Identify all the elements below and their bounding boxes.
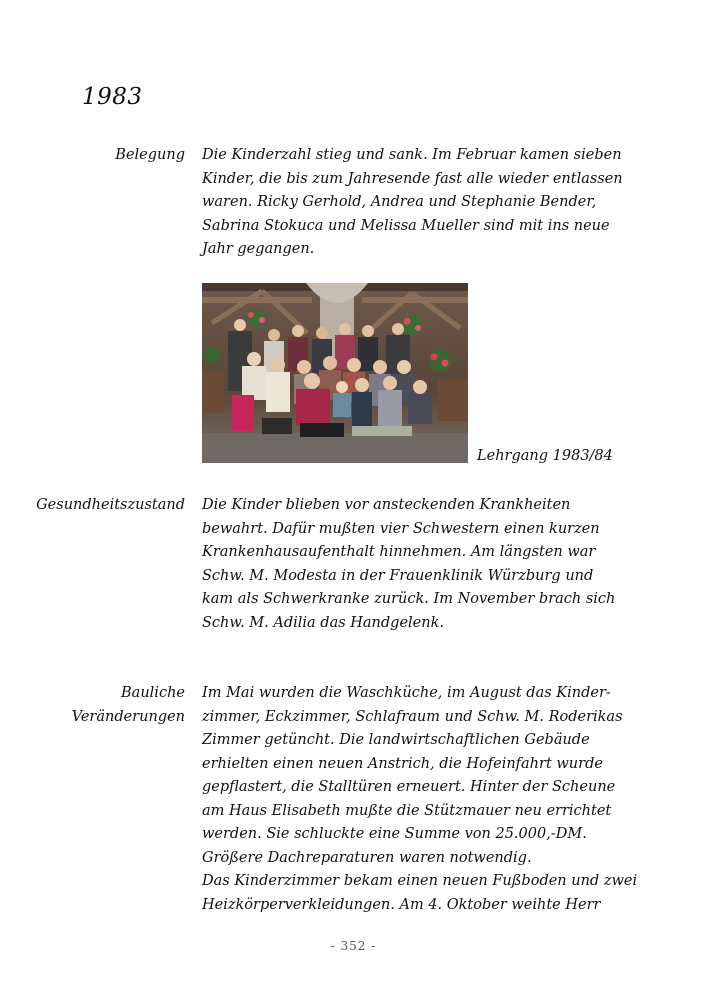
label-line: Bauliche bbox=[121, 685, 185, 701]
text-bauliche-veraenderungen bbox=[202, 682, 642, 917]
page-number: - 352 - bbox=[330, 939, 377, 953]
text-line: kam als Schwerkranke zurück. Im November brach sich bbox=[202, 591, 616, 607]
label-belegung: Belegung bbox=[115, 147, 185, 163]
label-bauliche-veraenderungen bbox=[72, 682, 185, 729]
text-line: bewahrt. Dafür mußten vier Schwestern einen kurzen bbox=[202, 520, 600, 537]
text-line: Das Kinderzimmer bekam einen neuen Fußboden und zwei bbox=[202, 873, 638, 889]
text-line: Heizkörperverkleidungen. Am 4. Oktober weihte Herr bbox=[202, 896, 601, 913]
text-line: Jahr gegangen. bbox=[202, 241, 315, 257]
group-photo bbox=[202, 283, 468, 463]
text-line: erhielten einen neuen Anstrich, die Hofeinfahrt wurde bbox=[202, 755, 603, 772]
text-line: Größere Dachreparaturen waren notwendig. bbox=[202, 849, 532, 866]
text-gesundheitszustand bbox=[202, 494, 642, 635]
text-line: Zimmer getüncht. Die landwirtschaftlichen Gebäude bbox=[202, 732, 590, 748]
text-line: Kinder, die bis zum Jahresende fast alle wieder entlassen bbox=[202, 170, 623, 187]
text-line: Sabrina Stokuca und Melissa Mueller sind mit ins neue bbox=[202, 217, 610, 234]
photo-caption: Lehrgang 1983/84 bbox=[477, 448, 613, 464]
text-line: werden. Sie schluckte eine Summe von 25.000,-DM. bbox=[202, 826, 587, 842]
text-line: am Haus Elisabeth mußte die Stützmauer neu errichtet bbox=[202, 802, 612, 819]
text-line: Die Kinder blieben vor ansteckenden Krankheiten bbox=[202, 497, 571, 513]
text-line: Die Kinderzahl stieg und sank. Im Februar kamen sieben bbox=[202, 147, 622, 163]
label-gesundheitszustand: Gesundheitszustand bbox=[36, 497, 185, 513]
text-line: gepflastert, die Stalltüren erneuert. Hinter der Scheune bbox=[202, 779, 616, 795]
text-line: waren. Ricky Gerhold, Andrea und Stephanie Bender, bbox=[202, 194, 597, 210]
text-line: Im Mai wurden die Waschküche, im August das Kinder- bbox=[202, 685, 611, 701]
text-belegung bbox=[202, 144, 642, 262]
group-photo-image bbox=[202, 283, 468, 463]
label-line: Veränderungen bbox=[71, 708, 185, 725]
year-heading: 1983 bbox=[82, 84, 143, 110]
text-line: Schw. M. Adilia das Handgelenk. bbox=[202, 614, 444, 631]
text-line: Krankenhausaufenthalt hinnehmen. Am längsten war bbox=[202, 544, 596, 560]
text-line: zimmer, Eckzimmer, Schlafraum und Schw. M. Roderikas bbox=[202, 708, 623, 725]
text-line: Schw. M. Modesta in der Frauenklinik Würzburg und bbox=[202, 567, 594, 584]
